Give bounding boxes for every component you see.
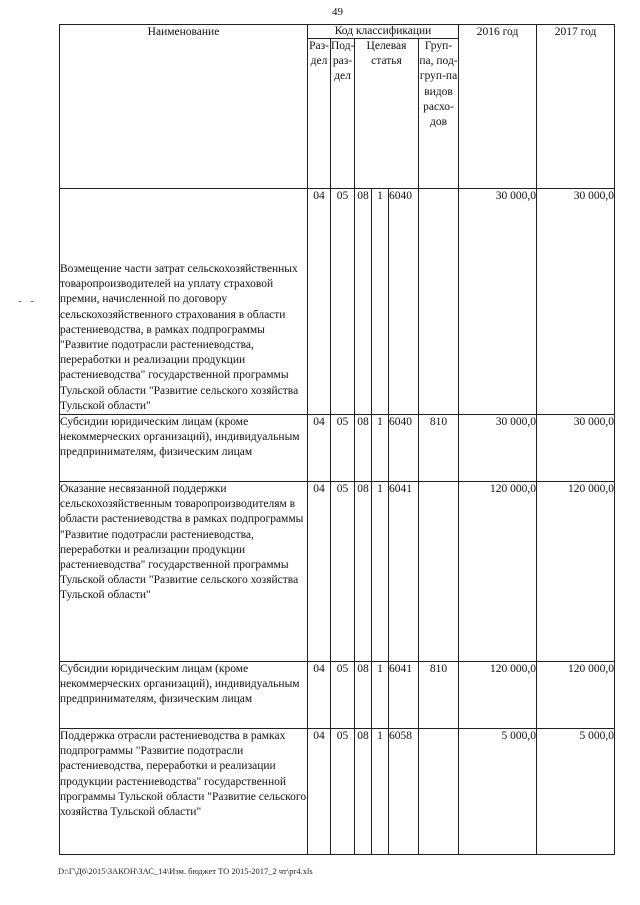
row-name: Субсидии юридическим лицам (кроме некоммерческих организаций), индивидуальным предпринимателям, физическим лицам <box>60 662 308 729</box>
row-group: 810 <box>419 662 459 729</box>
row-article-subprogram: 1 <box>372 415 389 482</box>
row-subsection: 05 <box>331 189 355 415</box>
table-row <box>60 189 615 415</box>
row-article-program: 08 <box>355 482 372 662</box>
row-article-code: 6040 <box>389 189 419 415</box>
row-value-2017: 30 000,0 <box>537 415 615 482</box>
row-subsection: 05 <box>331 415 355 482</box>
row-article-code: 6040 <box>389 415 419 482</box>
row-article-program: 08 <box>355 729 372 855</box>
row-section: 04 <box>308 662 331 729</box>
row-value-2016: 30 000,0 <box>459 189 537 415</box>
header-section: Раз-дел <box>308 39 331 189</box>
header-target-article: Целевая статья <box>355 39 419 189</box>
row-value-2017: 5 000,0 <box>537 729 615 855</box>
row-name: Оказание несвязанной поддержки сельскохозяйственным товаропроизводителям в области растениеводства в рамках подпрограммы "Развитие подотрасли растениеводства, переработки и реализации продукции растениеводства" государственной программы Тульской области "Развитие сельского хозяйства Тульской области" <box>60 482 308 662</box>
header-expense-group: Груп-па, под-груп-па видов расхо-дов <box>419 39 459 189</box>
row-section: 04 <box>308 729 331 855</box>
row-article-subprogram: 1 <box>372 189 389 415</box>
table-row <box>60 415 615 482</box>
row-value-2016: 120 000,0 <box>459 662 537 729</box>
page-number: 49 <box>332 6 343 18</box>
row-article-program: 08 <box>355 415 372 482</box>
row-value-2017: 120 000,0 <box>537 662 615 729</box>
row-value-2016: 5 000,0 <box>459 729 537 855</box>
row-group <box>419 482 459 662</box>
row-article-code: 6058 <box>389 729 419 855</box>
row-group <box>419 729 459 855</box>
header-subsection: Под-раз-дел <box>331 39 355 189</box>
row-subsection: 05 <box>331 482 355 662</box>
row-section: 04 <box>308 415 331 482</box>
row-value-2017: 30 000,0 <box>537 189 615 415</box>
row-value-2017: 120 000,0 <box>537 482 615 662</box>
row-name: Субсидии юридическим лицам (кроме некоммерческих организаций), индивидуальным предпринимателям, физическим лицам <box>60 415 308 482</box>
header-year-2017: 2017 год <box>537 25 615 189</box>
row-article-subprogram: 1 <box>372 662 389 729</box>
row-article-subprogram: 1 <box>372 482 389 662</box>
row-section: 04 <box>308 482 331 662</box>
row-name: Возмещение части затрат сельскохозяйственных товаропроизводителей на уплату страховой премии, начисленной по договору сельскохозяйственного страхования в области растениеводства, в рамках подпрограммы "Развитие подотрасли растениеводства, переработки и реализации продукции растениеводства" государственной программы Тульской области "Развитие сельского хозяйства Тульской области" <box>60 189 308 415</box>
table-row <box>60 662 615 729</box>
row-article-program: 08 <box>355 662 372 729</box>
header-year-2016: 2016 год <box>459 25 537 189</box>
row-group: 810 <box>419 415 459 482</box>
margin-mark: - - <box>18 295 38 307</box>
row-subsection: 05 <box>331 662 355 729</box>
row-subsection: 05 <box>331 729 355 855</box>
file-path-footer: D:\Г\Д6\2015\ЗАКОН\ЗАС_14\Изм. бюджет ТО 2015-2017_2 чт\pr4.xls <box>58 866 313 876</box>
table-row <box>60 482 615 662</box>
row-group <box>419 189 459 415</box>
row-name: Поддержка отрасли растениеводства в рамках подпрограммы "Развитие подотрасли растениеводства, переработки и реализации продукции растениеводства" государственной программы Тульской области "Развитие сельского хозяйства Тульской области" <box>60 729 308 855</box>
header-code-group: Код классификации <box>308 25 459 39</box>
row-article-program: 08 <box>355 189 372 415</box>
row-article-code: 6041 <box>389 482 419 662</box>
row-article-code: 6041 <box>389 662 419 729</box>
budget-table <box>59 24 615 855</box>
row-section: 04 <box>308 189 331 415</box>
header-name: Наименование <box>60 25 308 189</box>
row-article-subprogram: 1 <box>372 729 389 855</box>
table-row <box>60 729 615 855</box>
row-value-2016: 120 000,0 <box>459 482 537 662</box>
row-value-2016: 30 000,0 <box>459 415 537 482</box>
